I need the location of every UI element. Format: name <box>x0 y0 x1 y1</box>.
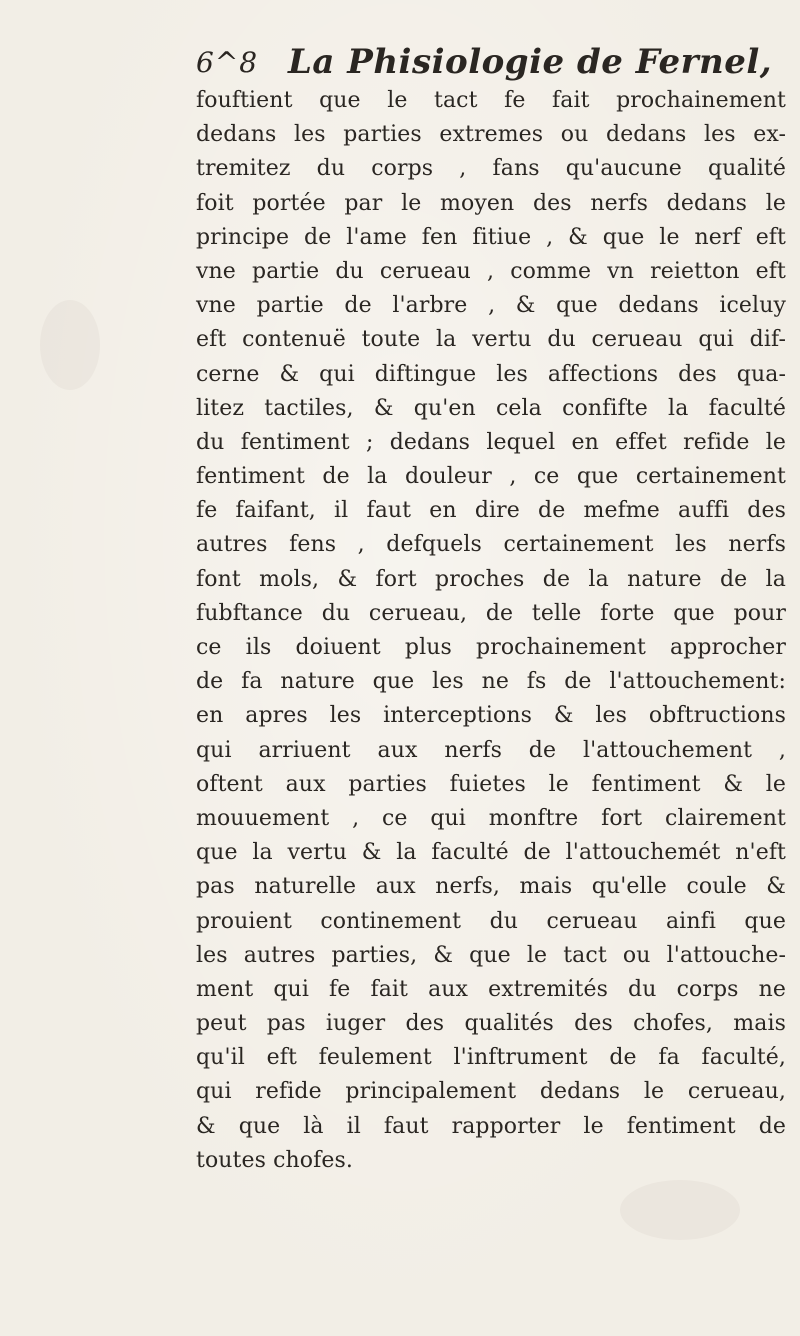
text-line: fouftient que le tact fe fait prochainement <box>196 88 786 113</box>
paper-stain <box>620 1180 740 1240</box>
text-line: qu'il eft feulement l'inftrument de fa faculté, <box>196 1045 786 1071</box>
text-line: & que là il faut rapporter le fentiment de <box>196 1113 786 1139</box>
text-line: ce ils doiuent plus prochainement approcher <box>196 635 786 660</box>
text-line: de fa nature que les ne fs de l'attouchement: <box>196 669 786 695</box>
text-line: pas naturelle aux nerfs, mais qu'elle coule & <box>196 874 786 900</box>
text-line: autres fens , defquels certainement les nerfs <box>196 532 786 558</box>
paper-stain <box>40 300 100 390</box>
text-line: vne partie de l'arbre , & que dedans iceluy <box>196 293 786 319</box>
text-line: litez tactiles, & qu'en cela confifte la faculté <box>196 395 786 421</box>
text-line: toutes chofes. <box>196 1147 353 1173</box>
text-line: eft contenuë toute la vertu du cerueau qui dif- <box>196 327 786 353</box>
text-line: vne partie du cerueau , comme vn reietton eft <box>196 258 786 284</box>
text-line: que la vertu & la faculté de l'attouchemét n'eft <box>196 840 786 866</box>
text-line: fubftance du cerueau, de telle forte que pour <box>196 600 786 626</box>
text-line: foit portée par le moyen des nerfs dedans le <box>196 190 786 216</box>
text-line: les autres parties, & que le tact ou l'attouche- <box>196 942 786 968</box>
text-line: qui arriuent aux nerfs de l'attouchement , <box>196 737 786 763</box>
text-line: du fentiment ; dedans lequel en effet refide le <box>196 429 786 455</box>
text-line: peut pas iuger des qualités des chofes, mais <box>196 1011 786 1037</box>
running-title: La Phisiologie de Fernel, <box>288 42 773 82</box>
text-line: oftent aux parties fuietes le fentiment & le <box>196 771 786 797</box>
text-line: font mols, & fort proches de la nature de la <box>196 566 786 592</box>
text-line: prouient continement du cerueau ainfi que <box>196 908 786 934</box>
page-number: 6^8 <box>196 46 259 79</box>
body-text <box>196 84 786 1178</box>
text-line: ment qui fe fait aux extremités du corps ne <box>196 976 786 1002</box>
text-line: cerne & qui diftingue les affections des qua- <box>196 361 786 387</box>
text-line: dedans les parties extremes ou dedans les ex- <box>196 122 786 148</box>
text-line: fe faifant, il faut en dire de mefme auffi des <box>196 498 786 524</box>
text-line: mouuement , ce qui monftre fort clairement <box>196 805 786 831</box>
text-line: fentiment de la douleur , ce que certainement <box>196 464 786 490</box>
text-line: en apres les interceptions & les obftructions <box>196 703 786 729</box>
text-line: tremitez du corps , fans qu'aucune qualité <box>196 156 786 182</box>
page-header <box>196 40 773 90</box>
text-line: principe de l'ame fen fitiue , & que le nerf eft <box>196 224 786 250</box>
text-line: qui refide principalement dedans le cerueau, <box>196 1079 786 1105</box>
